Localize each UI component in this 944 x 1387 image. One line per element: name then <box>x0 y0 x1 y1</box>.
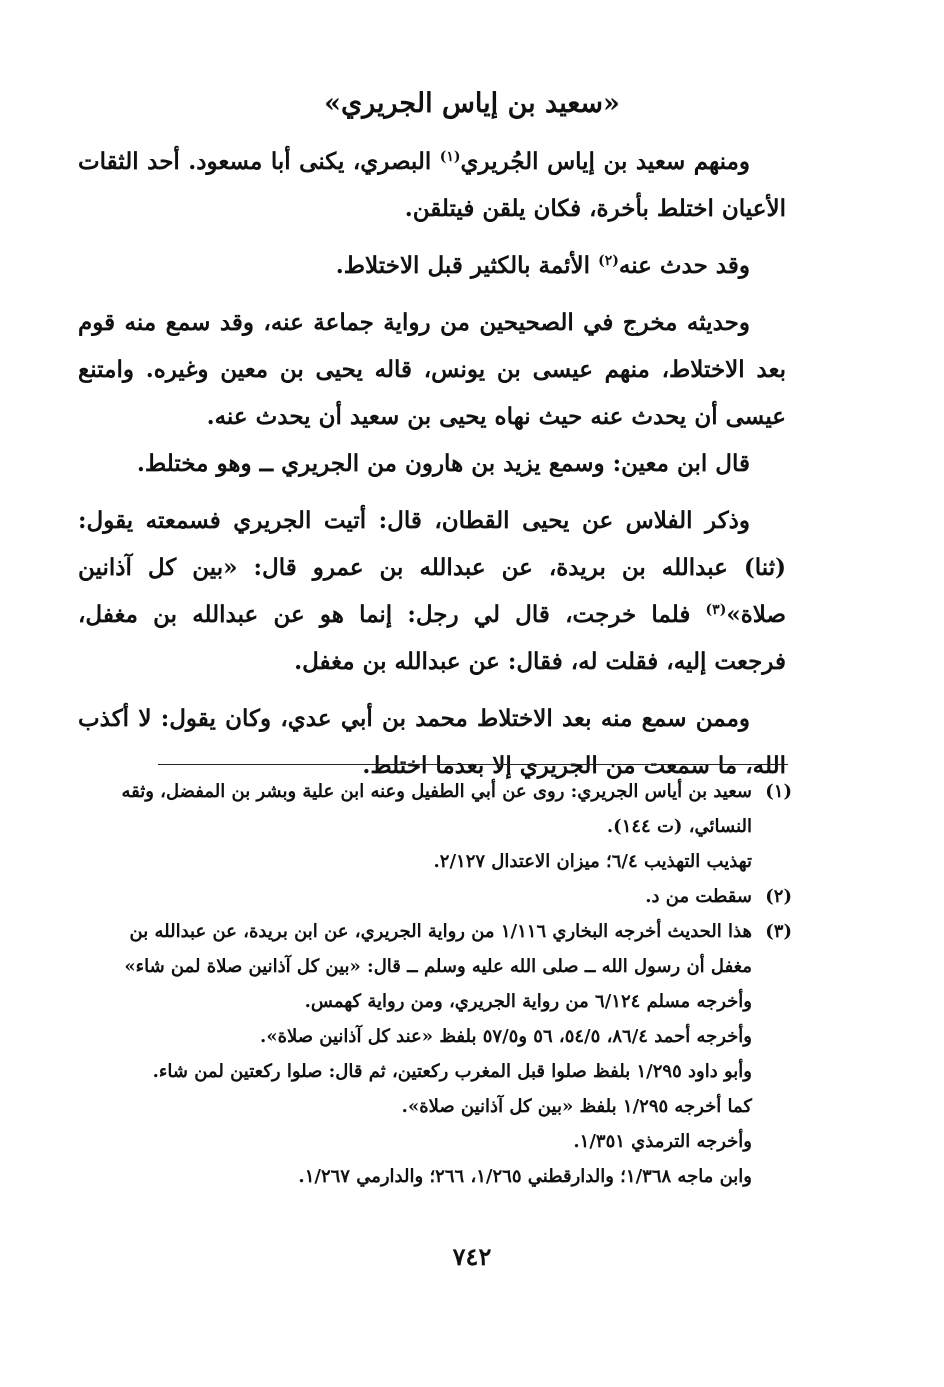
footnote-3 <box>88 914 792 1194</box>
footnote-ref-1: (١) <box>439 149 461 165</box>
footnote-line: وابن ماجه ١/٣٦٨؛ والدارقطني ١/٢٦٥، ٢٦٦؛ والدارمي ١/٢٦٧. <box>298 1166 752 1187</box>
footnote-line: كما أخرجه ١/٢٩٥ بلفظ «بين كل آذانين صلاة». <box>401 1096 752 1117</box>
footnote-line: وأخرجه أحمد ٨٦/٤، ٥٤/٥، ٥٦ و٥٧/٥ بلفظ «عند كل آذانين صلاة». <box>260 1026 752 1047</box>
footnote-ref-3: (٣) <box>705 602 727 618</box>
page-number: ٧٤٢ <box>452 1242 492 1271</box>
footnotes <box>88 774 792 1194</box>
footnote-line: سقطت من د. <box>645 886 752 907</box>
paragraph-2-part-a: وقد حدث عنه <box>618 252 750 279</box>
paragraph-1 <box>78 138 786 232</box>
footnote-line: وأخرجه الترمذي ١/٣٥١. <box>573 1131 752 1152</box>
footnote-line: سعيد بن أياس الجريري: روى عن أبي الطفيل وعنه ابن علية وبشر بن المفضل، وثقه النسائي، (ت ١٤٤). <box>121 781 752 837</box>
paragraph-5-part-b: فلما خرجت، قال لي رجل: إنما هو عن عبدالله بن مغفل، فرجعت إليه، فقلت له، فقال: عن عبدالله بن مغفل. <box>78 601 786 675</box>
footnote-2 <box>88 879 792 914</box>
footnote-ref-2: (٢) <box>598 253 619 269</box>
paragraph-1-part-a: ومنهم سعيد بن إياس الجُريري <box>460 148 750 175</box>
paragraph-2-part-b: الأئمة بالكثير قبل الاختلاط. <box>335 252 591 279</box>
footnote-number: (٣) <box>765 921 792 942</box>
footnote-number: (٢) <box>765 886 792 907</box>
paragraph-4: قال ابن معين: وسمع يزيد بن هارون من الجريري ــ وهو مختلط. <box>136 450 750 477</box>
paragraph-6: وممن سمع منه بعد الاختلاط محمد بن أبي عدي، وكان يقول: لا أكذب الله، ما سمعت من الجريري إلا بعدما اختلط. <box>78 705 786 779</box>
footnote-line: هذا الحديث أخرجه البخاري ١/١١٦ من رواية الجريري، عن ابن بريدة، عن عبدالله بن مغفل أن رسول الله ــ صلى الله عليه وسلم ــ قال: «بين كل آذانين صلاة لمن شاء» وأخرجه مسلم ٦/١٢٤ من رواية الجريري، ومن رواية كهمس. <box>124 921 752 1012</box>
paragraph-1-part-b: البصري، يكنى أبا مسعود. أحد الثقات الأعيان اختلط بأخرة، فكان يلقن فيتلقن. <box>78 148 786 222</box>
footnote-separator <box>158 764 788 765</box>
main-text <box>78 138 786 789</box>
paragraph-2 <box>78 242 786 289</box>
footnote-1 <box>88 774 792 879</box>
paragraph-3: وحديثه مخرج في الصحيحين من رواية جماعة عنه، وقد سمع منه قوم بعد الاختلاط، منهم عيسى بن يونس، قاله يحيى بن معين وغيره. وامتنع عيسى أن يحدث عنه حيث نهاه يحيى بن سعيد أن يحدث عنه. <box>78 309 786 430</box>
footnote-line: وأبو داود ١/٢٩٥ بلفظ صلوا قبل المغرب ركعتين، ثم قال: صلوا ركعتين لمن شاء. <box>152 1061 752 1082</box>
paragraph-5-part-a: وذكر الفلاس عن يحيى القطان، قال: أتيت الجريري فسمعته يقول: (ثنا) عبدالله بن بريدة، عن عبدالله بن عمرو قال: «بين كل آذانين صلاة» <box>78 507 786 628</box>
footnote-number: (١) <box>765 781 792 802</box>
footnote-line: تهذيب التهذيب ٦/٤؛ ميزان الاعتدال ٢/١٢٧. <box>433 851 752 872</box>
section-heading: «سعيد بن إياس الجريري» <box>324 88 620 119</box>
paragraph-5 <box>78 497 786 685</box>
